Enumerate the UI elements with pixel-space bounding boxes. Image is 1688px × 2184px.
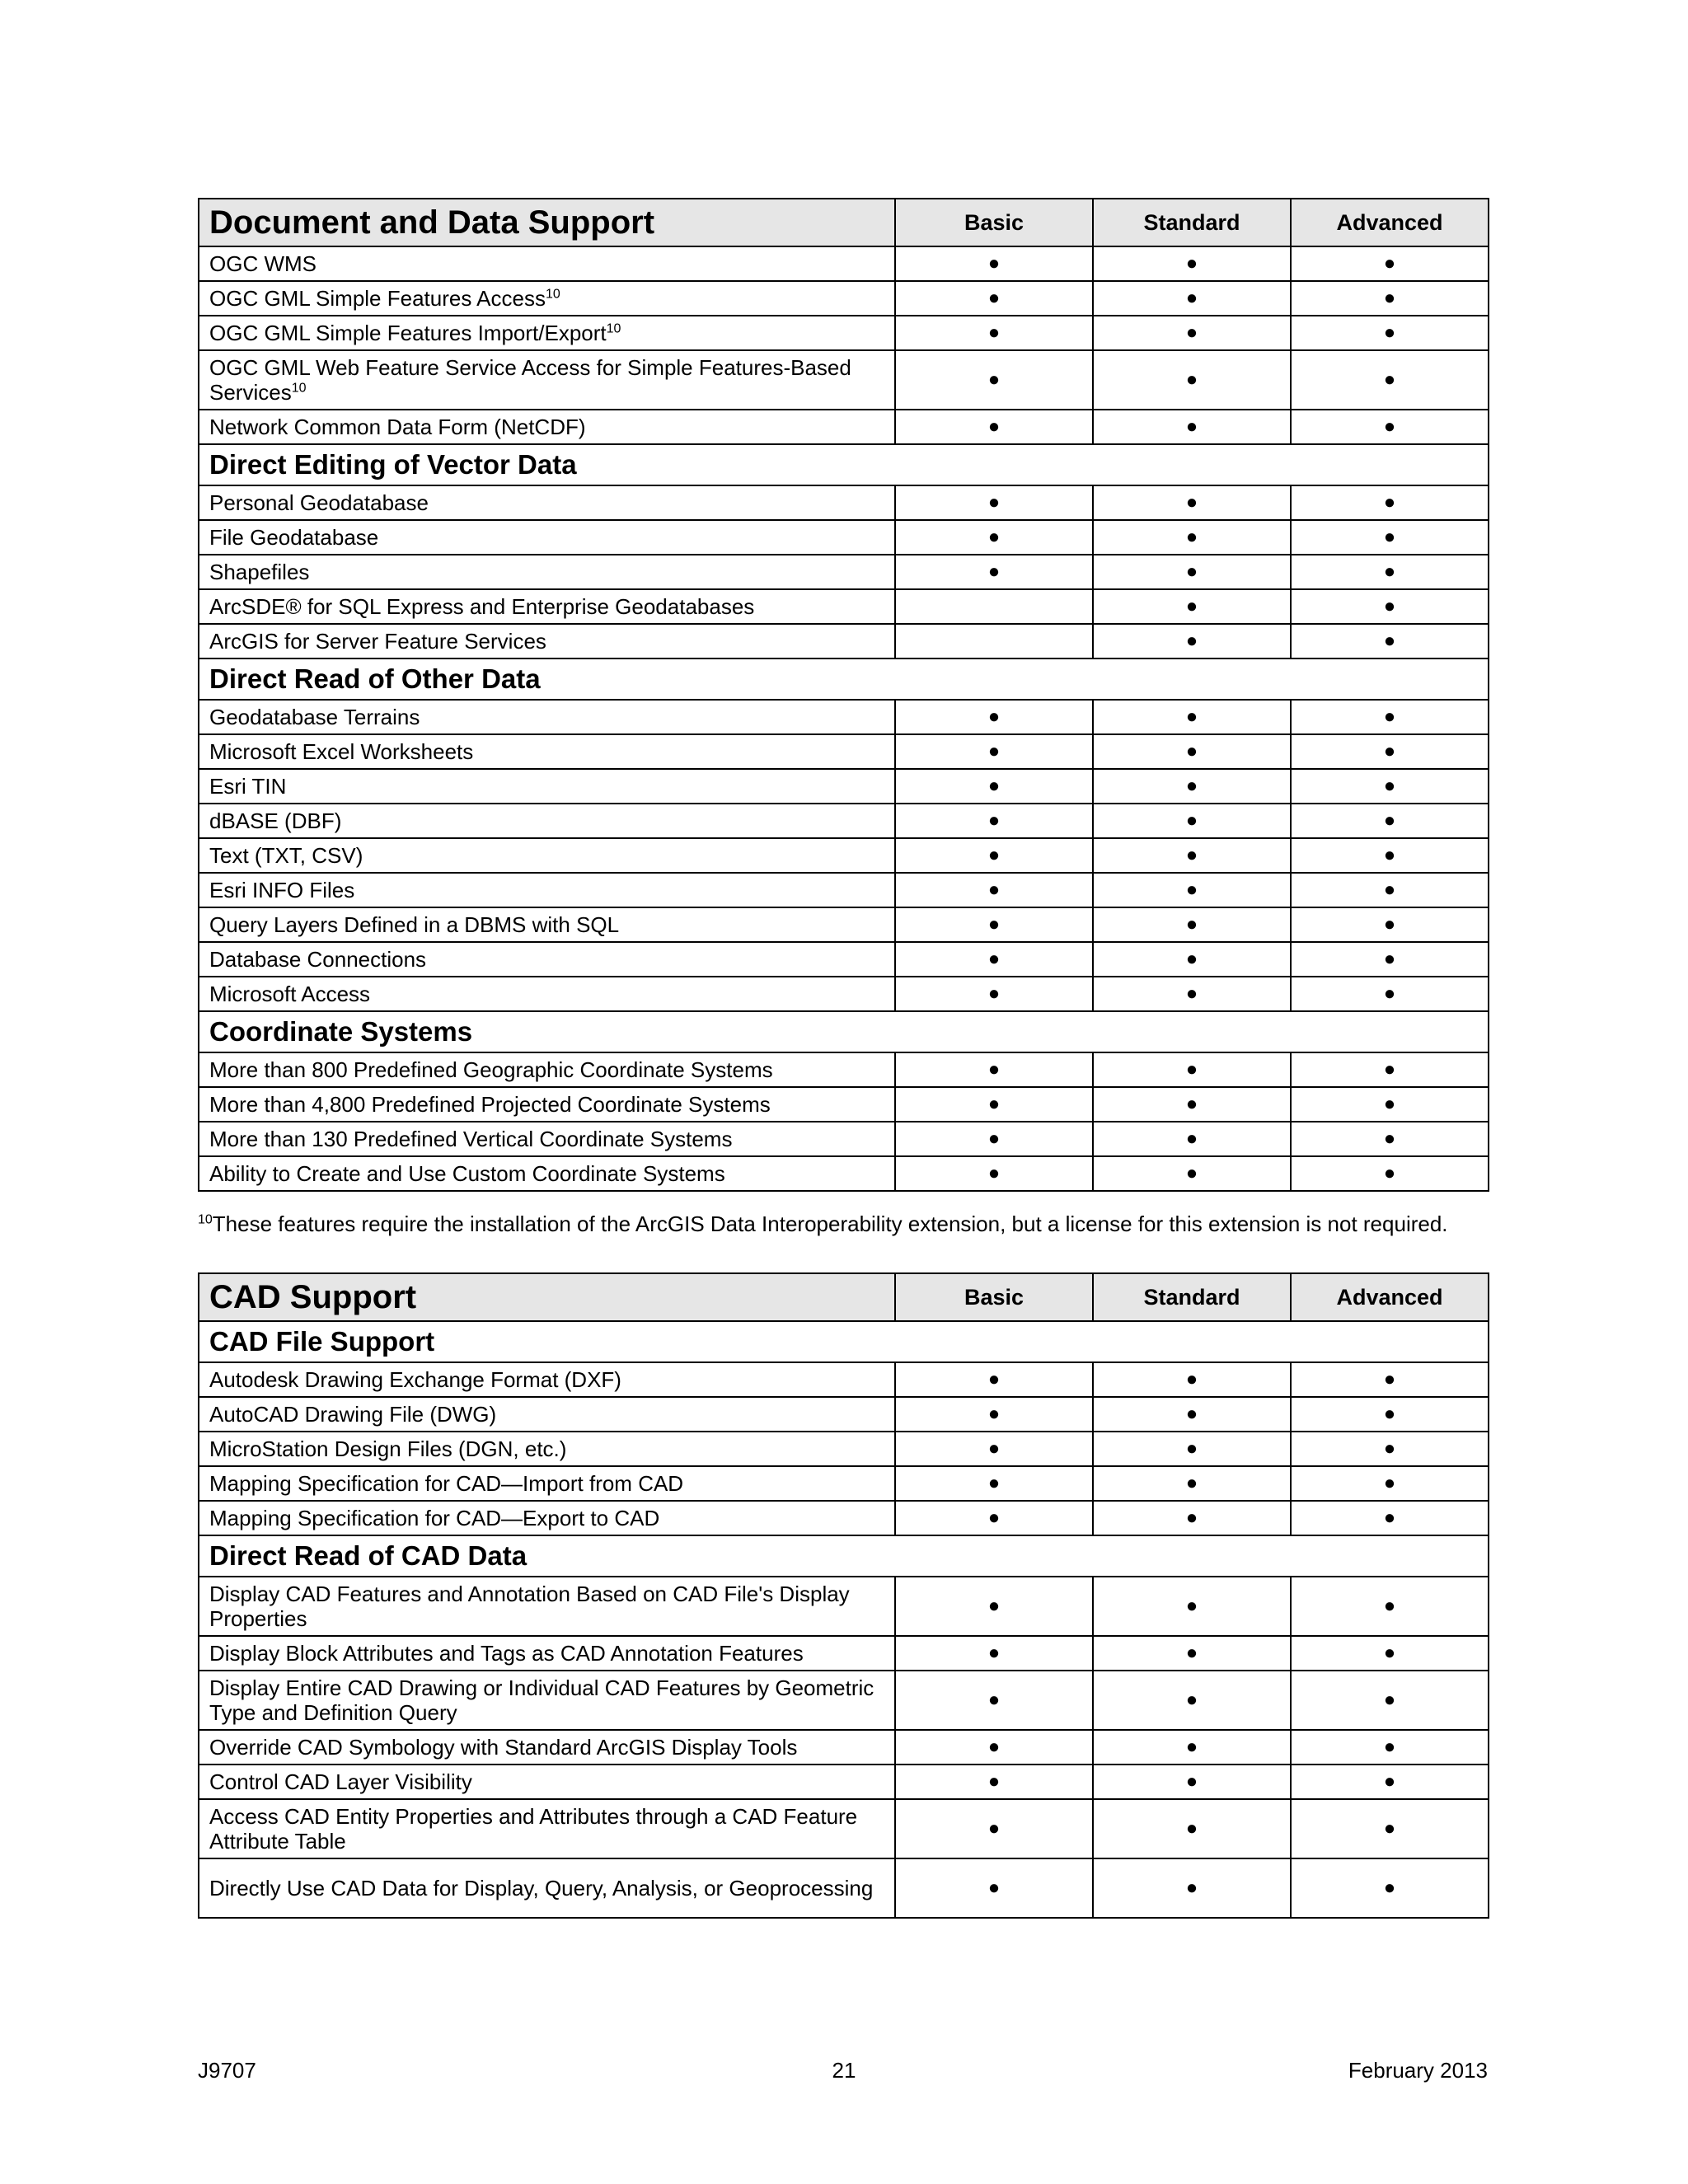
feature-label: Display CAD Features and Annotation Based on CAD File's Display Properties [209,1582,850,1631]
availability-mark-basic: ● [895,485,1093,520]
table-row [199,1730,1489,1765]
feature-cell [199,555,895,589]
table-row [199,1087,1489,1122]
availability-mark-basic: ● [895,1730,1093,1765]
feature-cell [199,838,895,873]
availability-mark-advanced: ● [1291,1156,1489,1191]
availability-mark-standard: ● [1093,838,1291,873]
availability-mark-advanced: ● [1291,350,1489,410]
availability-mark-advanced: ● [1291,942,1489,977]
availability-mark-advanced: ● [1291,1858,1489,1918]
availability-mark-advanced: ● [1291,1432,1489,1466]
feature-label: ArcSDE® for SQL Express and Enterprise Geodatabases [209,594,755,619]
feature-cell [199,1577,895,1636]
feature-cell [199,1087,895,1122]
table-row [199,1799,1489,1858]
feature-label: More than 130 Predefined Vertical Coordinate Systems [209,1127,733,1151]
section-heading-row [199,444,1489,485]
availability-mark-standard: ● [1093,873,1291,907]
availability-mark-basic: ● [895,769,1093,804]
feature-cell [199,246,895,281]
table-row [199,769,1489,804]
feature-label: Microsoft Excel Worksheets [209,739,474,764]
footnote-number: 10 [198,1212,213,1227]
table-row [199,410,1489,444]
availability-mark-advanced: ● [1291,1636,1489,1671]
feature-label: Query Layers Defined in a DBMS with SQL [209,912,620,937]
availability-mark-basic: ● [895,1765,1093,1799]
availability-mark-basic: ● [895,1577,1093,1636]
feature-cell [199,624,895,658]
feature-cell [199,1362,895,1397]
availability-mark-advanced: ● [1291,1501,1489,1535]
availability-mark-standard: ● [1093,350,1291,410]
section-heading: CAD File Support [199,1321,1489,1362]
availability-mark-basic: ● [895,942,1093,977]
table-row [199,1397,1489,1432]
availability-mark-standard: ● [1093,700,1291,734]
feature-cell [199,907,895,942]
feature-label: Geodatabase Terrains [209,705,420,729]
feature-label: More than 800 Predefined Geographic Coordinate Systems [209,1057,773,1082]
feature-label: Control CAD Layer Visibility [209,1769,472,1794]
availability-mark-advanced: ● [1291,316,1489,350]
feature-label: OGC GML Simple Features Access [209,286,546,311]
feature-label: Esri TIN [209,774,287,799]
feature-cell [199,1636,895,1671]
availability-mark-advanced: ● [1291,555,1489,589]
availability-mark-standard: ● [1093,1636,1291,1671]
availability-mark-advanced: ● [1291,977,1489,1011]
availability-mark-standard: ● [1093,804,1291,838]
table-row [199,1122,1489,1156]
table-header-row [199,199,1489,246]
availability-mark-basic: ● [895,281,1093,316]
availability-mark-advanced: ● [1291,410,1489,444]
feature-cell [199,804,895,838]
availability-mark-basic: ● [895,1636,1093,1671]
availability-mark-basic: ● [895,1671,1093,1730]
footer-page-number: 21 [832,2058,856,2083]
section-heading: Coordinate Systems [199,1011,1489,1052]
availability-mark-basic: ● [895,977,1093,1011]
table-row [199,1362,1489,1397]
availability-mark-standard: ● [1093,624,1291,658]
column-header-standard: Standard [1093,1273,1291,1321]
feature-label: Personal Geodatabase [209,490,429,515]
table-row [199,1636,1489,1671]
availability-mark-advanced: ● [1291,873,1489,907]
table-row [199,350,1489,410]
footnote-marker: 10 [291,381,307,396]
availability-mark-standard: ● [1093,281,1291,316]
section-heading: Direct Editing of Vector Data [199,444,1489,485]
availability-mark-standard: ● [1093,977,1291,1011]
availability-mark-advanced: ● [1291,1397,1489,1432]
footnote-marker: 10 [545,287,560,302]
availability-mark-basic [895,624,1093,658]
availability-mark-advanced: ● [1291,1765,1489,1799]
availability-mark-advanced: ● [1291,1087,1489,1122]
column-header-advanced: Advanced [1291,1273,1489,1321]
feature-label: Microsoft Access [209,982,371,1006]
availability-mark-advanced: ● [1291,624,1489,658]
column-header-advanced: Advanced [1291,199,1489,246]
table-row [199,1466,1489,1501]
availability-mark-standard: ● [1093,1397,1291,1432]
feature-cell [199,700,895,734]
document-data-support-table [198,198,1489,1192]
feature-cell [199,769,895,804]
availability-mark-basic: ● [895,1087,1093,1122]
availability-mark-advanced: ● [1291,1730,1489,1765]
availability-mark-advanced: ● [1291,734,1489,769]
availability-mark-basic: ● [895,734,1093,769]
table-row [199,555,1489,589]
feature-cell [199,1466,895,1501]
feature-label: Ability to Create and Use Custom Coordinate Systems [209,1161,725,1186]
column-header-standard: Standard [1093,199,1291,246]
footer-date: February 2013 [1348,2058,1488,2083]
table-row [199,485,1489,520]
feature-label: Directly Use CAD Data for Display, Query, Analysis, or Geoprocessing [209,1876,874,1900]
availability-mark-standard: ● [1093,589,1291,624]
availability-mark-basic: ● [895,1122,1093,1156]
availability-mark-standard: ● [1093,1730,1291,1765]
feature-cell [199,1156,895,1191]
availability-mark-standard: ● [1093,1671,1291,1730]
availability-mark-standard: ● [1093,1466,1291,1501]
table-row [199,316,1489,350]
availability-mark-standard: ● [1093,520,1291,555]
availability-mark-standard: ● [1093,410,1291,444]
feature-cell [199,873,895,907]
table-row [199,1577,1489,1636]
availability-mark-basic: ● [895,410,1093,444]
table-title: Document and Data Support [199,199,895,246]
availability-mark-advanced: ● [1291,1122,1489,1156]
footnote-marker: 10 [606,321,621,336]
feature-cell [199,410,895,444]
availability-mark-basic: ● [895,1466,1093,1501]
feature-label: Autodesk Drawing Exchange Format (DXF) [209,1367,621,1392]
availability-mark-advanced: ● [1291,520,1489,555]
feature-label: Text (TXT, CSV) [209,843,363,868]
availability-mark-standard: ● [1093,769,1291,804]
availability-mark-basic: ● [895,700,1093,734]
feature-label: OGC WMS [209,251,316,276]
section-heading-row [199,1321,1489,1362]
feature-label: Database Connections [209,947,427,972]
availability-mark-standard: ● [1093,316,1291,350]
availability-mark-basic [895,589,1093,624]
availability-mark-basic: ● [895,907,1093,942]
feature-label: Display Entire CAD Drawing or Individual CAD Features by Geometric Type and Definition Query [209,1675,874,1725]
feature-label: More than 4,800 Predefined Projected Coordinate Systems [209,1092,771,1117]
table-row [199,804,1489,838]
table-row [199,1858,1489,1918]
section-heading-row [199,658,1489,700]
feature-cell [199,942,895,977]
feature-label: Access CAD Entity Properties and Attributes through a CAD Feature Attribute Table [209,1804,858,1854]
availability-mark-standard: ● [1093,1362,1291,1397]
feature-cell [199,1432,895,1466]
feature-label: Mapping Specification for CAD—Import from CAD [209,1471,684,1496]
feature-cell [199,1765,895,1799]
availability-mark-basic: ● [895,1397,1093,1432]
feature-label: Network Common Data Form (NetCDF) [209,415,586,439]
table-row [199,520,1489,555]
table-row [199,873,1489,907]
feature-cell [199,485,895,520]
availability-mark-standard: ● [1093,734,1291,769]
table-row [199,907,1489,942]
availability-mark-advanced: ● [1291,700,1489,734]
availability-mark-standard: ● [1093,555,1291,589]
availability-mark-basic: ● [895,804,1093,838]
availability-mark-basic: ● [895,1501,1093,1535]
table-row [199,246,1489,281]
availability-mark-standard: ● [1093,1122,1291,1156]
availability-mark-basic: ● [895,1156,1093,1191]
feature-label: dBASE (DBF) [209,808,342,833]
feature-cell [199,589,895,624]
availability-mark-advanced: ● [1291,1466,1489,1501]
availability-mark-advanced: ● [1291,246,1489,281]
availability-mark-basic: ● [895,838,1093,873]
table-row [199,1156,1489,1191]
feature-cell [199,1858,895,1918]
availability-mark-standard: ● [1093,1087,1291,1122]
footnote [198,1212,1448,1237]
availability-mark-standard: ● [1093,1799,1291,1858]
table-row [199,977,1489,1011]
availability-mark-basic: ● [895,316,1093,350]
table-row [199,1052,1489,1087]
feature-label: Display Block Attributes and Tags as CAD Annotation Features [209,1641,804,1666]
table-row [199,624,1489,658]
table-title: CAD Support [199,1273,895,1321]
table-row [199,1432,1489,1466]
availability-mark-basic: ● [895,873,1093,907]
availability-mark-standard: ● [1093,1501,1291,1535]
availability-mark-standard: ● [1093,1052,1291,1087]
section-heading-row [199,1535,1489,1577]
availability-mark-advanced: ● [1291,1671,1489,1730]
feature-cell [199,1397,895,1432]
table-row [199,942,1489,977]
feature-cell [199,316,895,350]
availability-mark-basic: ● [895,1432,1093,1466]
table-row [199,838,1489,873]
availability-mark-basic: ● [895,1799,1093,1858]
availability-mark-advanced: ● [1291,838,1489,873]
feature-label: MicroStation Design Files (DGN, etc.) [209,1436,567,1461]
feature-label: Override CAD Symbology with Standard ArcGIS Display Tools [209,1735,798,1760]
availability-mark-advanced: ● [1291,769,1489,804]
table-row [199,700,1489,734]
feature-label: Mapping Specification for CAD—Export to CAD [209,1506,660,1530]
cad-support-table [198,1272,1489,1919]
table-row [199,1671,1489,1730]
column-header-basic: Basic [895,1273,1093,1321]
feature-label: Esri INFO Files [209,878,355,902]
availability-mark-advanced: ● [1291,907,1489,942]
feature-cell [199,281,895,316]
feature-cell [199,1671,895,1730]
feature-cell [199,1052,895,1087]
table-row [199,1501,1489,1535]
feature-label: Shapefiles [209,560,310,584]
availability-mark-standard: ● [1093,485,1291,520]
availability-mark-basic: ● [895,246,1093,281]
feature-label: File Geodatabase [209,525,379,550]
feature-label: AutoCAD Drawing File (DWG) [209,1402,497,1427]
feature-cell [199,1799,895,1858]
feature-cell [199,1730,895,1765]
feature-cell [199,977,895,1011]
availability-mark-standard: ● [1093,942,1291,977]
feature-cell [199,1501,895,1535]
availability-mark-advanced: ● [1291,281,1489,316]
availability-mark-advanced: ● [1291,589,1489,624]
availability-mark-standard: ● [1093,246,1291,281]
footer-doc-id: J9707 [198,2058,256,2083]
availability-mark-standard: ● [1093,1432,1291,1466]
column-header-basic: Basic [895,199,1093,246]
table-header-row [199,1273,1489,1321]
availability-mark-basic: ● [895,555,1093,589]
feature-cell [199,520,895,555]
feature-label: OGC GML Simple Features Import/Export [209,321,607,345]
feature-label: ArcGIS for Server Feature Services [209,629,546,654]
availability-mark-basic: ● [895,520,1093,555]
section-heading-row [199,1011,1489,1052]
availability-mark-standard: ● [1093,1765,1291,1799]
availability-mark-basic: ● [895,1052,1093,1087]
availability-mark-advanced: ● [1291,1052,1489,1087]
availability-mark-advanced: ● [1291,1799,1489,1858]
availability-mark-basic: ● [895,350,1093,410]
availability-mark-basic: ● [895,1362,1093,1397]
availability-mark-advanced: ● [1291,804,1489,838]
availability-mark-standard: ● [1093,1858,1291,1918]
footnote-text: These features require the installation of the ArcGIS Data Interoperability extension, but a license for this extension is not required. [212,1212,1448,1236]
availability-mark-standard: ● [1093,1577,1291,1636]
feature-cell [199,734,895,769]
availability-mark-basic: ● [895,1858,1093,1918]
availability-mark-standard: ● [1093,1156,1291,1191]
availability-mark-advanced: ● [1291,485,1489,520]
table-row [199,1765,1489,1799]
availability-mark-advanced: ● [1291,1577,1489,1636]
feature-label: OGC GML Web Feature Service Access for Simple Features-Based Services [209,355,851,405]
feature-cell [199,350,895,410]
section-heading: Direct Read of Other Data [199,658,1489,700]
table-row [199,589,1489,624]
feature-cell [199,1122,895,1156]
section-heading: Direct Read of CAD Data [199,1535,1489,1577]
availability-mark-standard: ● [1093,907,1291,942]
availability-mark-advanced: ● [1291,1362,1489,1397]
table-row [199,734,1489,769]
table-row [199,281,1489,316]
